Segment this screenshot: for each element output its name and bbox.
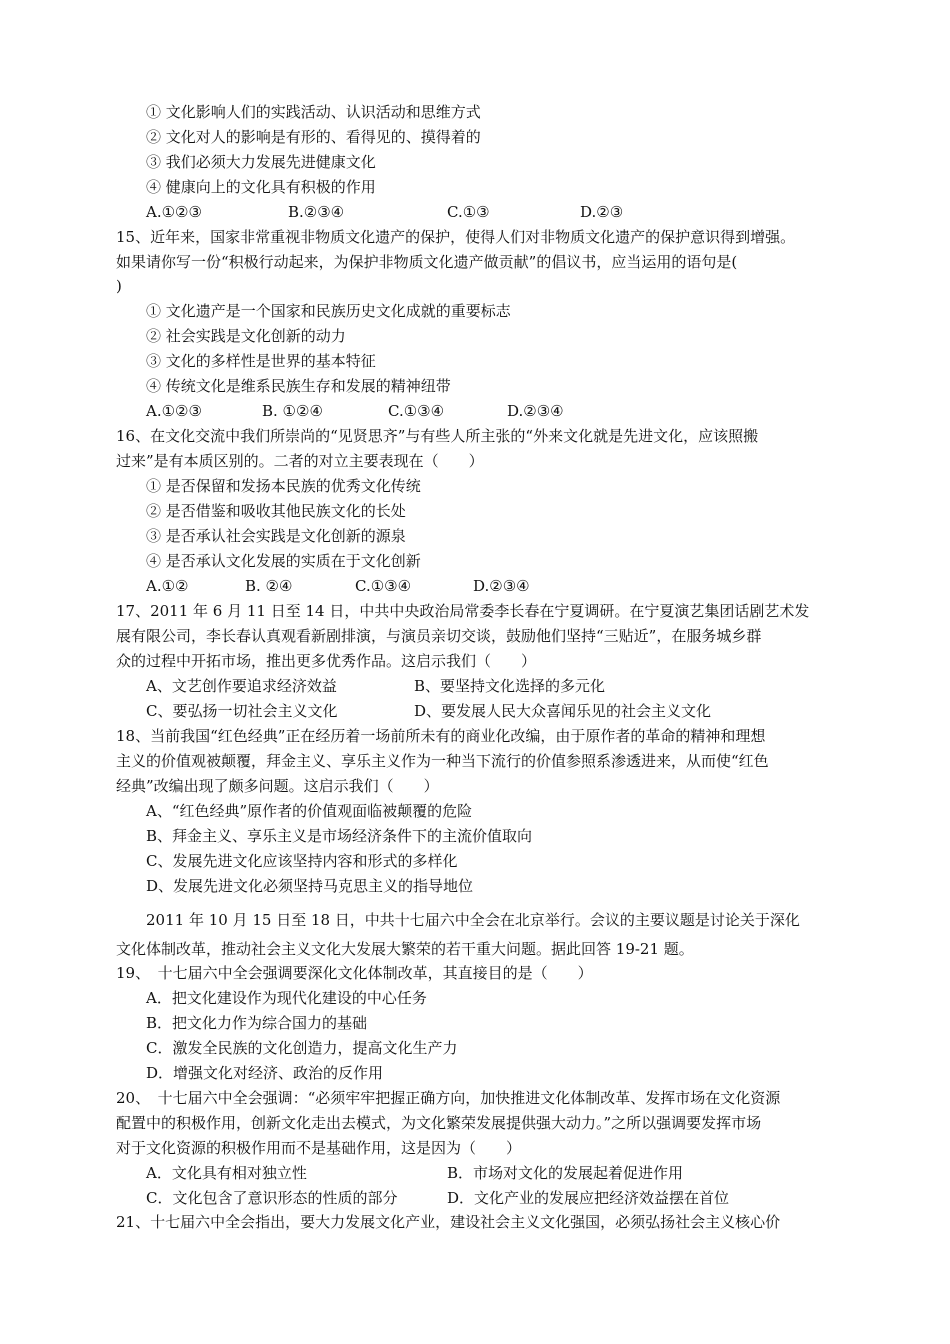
q15-stem-line-1: 15、近年来，国家非常重视非物质文化遗产的保护，使得人们对非物质文化遗产的保护意识得到增强。 bbox=[116, 228, 796, 246]
q18-option-a: A、“红色经典”原作者的价值观面临被颠覆的危险 bbox=[146, 802, 473, 820]
q20-stem-line-3: 对于文化资源的积极作用而不是基础作用，这是因为（ ） bbox=[116, 1139, 522, 1157]
q16-statement-3: ③ 是否承认社会实践是文化创新的源泉 bbox=[146, 527, 406, 545]
q16-option-a: A.①② bbox=[146, 577, 189, 595]
q17-option-c: C、要弘扬一切社会主义文化 bbox=[146, 702, 338, 720]
q20-stem-line-1: 20、 十七届六中全会强调：“必须牢牢把握正确方向，加快推进文化体制改革、发挥市场在文化资源 bbox=[116, 1089, 781, 1107]
q15-stem-line-3: ) bbox=[116, 277, 122, 295]
q15-option-a: A.①②③ bbox=[146, 402, 202, 420]
q15-stem-line-2: 如果请你写一份“积极行动起来，为保护非物质文化遗产做贡献”的倡议书，应当运用的语句是( bbox=[116, 253, 738, 271]
q14-option-d: D.②③ bbox=[580, 203, 624, 221]
q19-option-d: D．增强文化对经济、政治的反作用 bbox=[146, 1064, 384, 1082]
q17-stem-line-1: 17、2011 年 6 月 11 日至 14 日，中共中央政治局常委李长春在宁夏调研。在宁夏演艺集团话剧艺术发 bbox=[116, 602, 810, 620]
q15-option-d: D.②③④ bbox=[507, 402, 564, 420]
passage-line-2: 文化体制改革，推动社会主义文化大发展大繁荣的若干重大问题。据此回答 19-21 题。 bbox=[116, 940, 694, 958]
q16-statement-4: ④ 是否承认文化发展的实质在于文化创新 bbox=[146, 552, 421, 570]
q19-option-c: C．激发全民族的文化创造力，提高文化生产力 bbox=[146, 1039, 458, 1057]
q16-option-d: D.②③④ bbox=[473, 577, 530, 595]
q16-stem-line-1: 16、在文化交流中我们所崇尚的“见贤思齐”与有些人所主张的“外来文化就是先进文化，应该照搬 bbox=[116, 427, 759, 445]
q14-option-b: B.②③④ bbox=[288, 203, 345, 221]
q16-option-b: B. ②④ bbox=[245, 577, 293, 595]
q19-option-a: A．把文化建设作为现代化建设的中心任务 bbox=[146, 989, 427, 1007]
q20-stem-line-2: 配置中的积极作用，创新文化走出去模式，为文化繁荣发展提供强大动力。”之所以强调要发挥市场 bbox=[116, 1114, 762, 1132]
q16-statement-2: ② 是否借鉴和吸收其他民族文化的长处 bbox=[146, 502, 406, 520]
q15-option-c: C.①③④ bbox=[388, 402, 445, 420]
q21-stem-line-1: 21、十七届六中全会指出，要大力发展文化产业，建设社会主义文化强国，必须弘扬社会主义核心价 bbox=[116, 1213, 781, 1231]
q17-stem-line-2: 展有限公司，李长春认真观看新剧排演，与演员亲切交谈，鼓励他们坚持“三贴近”，在服务城乡群 bbox=[116, 627, 762, 645]
q14-option-c: C.①③ bbox=[447, 203, 490, 221]
q18-option-b: B、拜金主义、享乐主义是市场经济条件下的主流价值取向 bbox=[146, 827, 533, 845]
q18-stem-line-3: 经典”改编出现了颇多问题。这启示我们（ ） bbox=[116, 777, 439, 795]
q18-option-c: C、发展先进文化应该坚持内容和形式的多样化 bbox=[146, 852, 458, 870]
q20-option-b: B．市场对文化的发展起着促进作用 bbox=[447, 1164, 684, 1182]
q20-option-a: A．文化具有相对独立性 bbox=[146, 1164, 307, 1182]
passage-line-1: 2011 年 10 月 15 日至 18 日，中共十七届六中全会在北京举行。会议的主要议题是讨论关于深化 bbox=[146, 911, 800, 929]
q17-stem-line-3: 众的过程中开拓市场，推出更多优秀作品。这启示我们（ ） bbox=[116, 652, 537, 670]
q16-statement-1: ① 是否保留和发扬本民族的优秀文化传统 bbox=[146, 477, 421, 495]
q15-statement-3: ③ 文化的多样性是世界的基本特征 bbox=[146, 352, 376, 370]
q18-stem-line-2: 主义的价值观被颠覆，拜金主义、享乐主义作为一种当下流行的价值参照系渗透进来，从而使“红色 bbox=[116, 752, 769, 770]
q14-option-a: A.①②③ bbox=[146, 203, 202, 221]
q20-option-d: D．文化产业的发展应把经济效益摆在首位 bbox=[447, 1189, 730, 1207]
q19-option-b: B．把文化力作为综合国力的基础 bbox=[146, 1014, 368, 1032]
q16-stem-line-2: 过来”是有本质区别的。二者的对立主要表现在（ ） bbox=[116, 452, 484, 470]
q15-statement-4: ④ 传统文化是维系民族生存和发展的精神纽带 bbox=[146, 377, 451, 395]
q15-statement-2: ② 社会实践是文化创新的动力 bbox=[146, 327, 346, 345]
q17-option-b: B、要坚持文化选择的多元化 bbox=[414, 677, 606, 695]
q17-option-a: A、文艺创作要追求经济效益 bbox=[146, 677, 337, 695]
q14-statement-4: ④ 健康向上的文化具有积极的作用 bbox=[146, 178, 376, 196]
q17-option-d: D、要发展人民大众喜闻乐见的社会主义文化 bbox=[414, 702, 712, 720]
q18-stem-line-1: 18、当前我国“红色经典”正在经历着一场前所未有的商业化改编，由于原作者的革命的精神和理想 bbox=[116, 727, 766, 745]
q14-statement-3: ③ 我们必须大力发展先进健康文化 bbox=[146, 153, 376, 171]
q15-option-b: B. ①②④ bbox=[262, 402, 323, 420]
q19-stem: 19、 十七届六中全会强调要深化文化体制改革，其直接目的是（ ） bbox=[116, 964, 593, 982]
q15-statement-1: ① 文化遗产是一个国家和民族历史文化成就的重要标志 bbox=[146, 302, 511, 320]
q14-statement-2: ② 文化对人的影响是有形的、看得见的、摸得着的 bbox=[146, 128, 481, 146]
q18-option-d: D、发展先进文化必须坚持马克思主义的指导地位 bbox=[146, 877, 474, 895]
q20-option-c: C．文化包含了意识形态的性质的部分 bbox=[146, 1189, 398, 1207]
q14-statement-1: ① 文化影响人们的实践活动、认识活动和思维方式 bbox=[146, 103, 481, 121]
q16-option-c: C.①③④ bbox=[355, 577, 412, 595]
